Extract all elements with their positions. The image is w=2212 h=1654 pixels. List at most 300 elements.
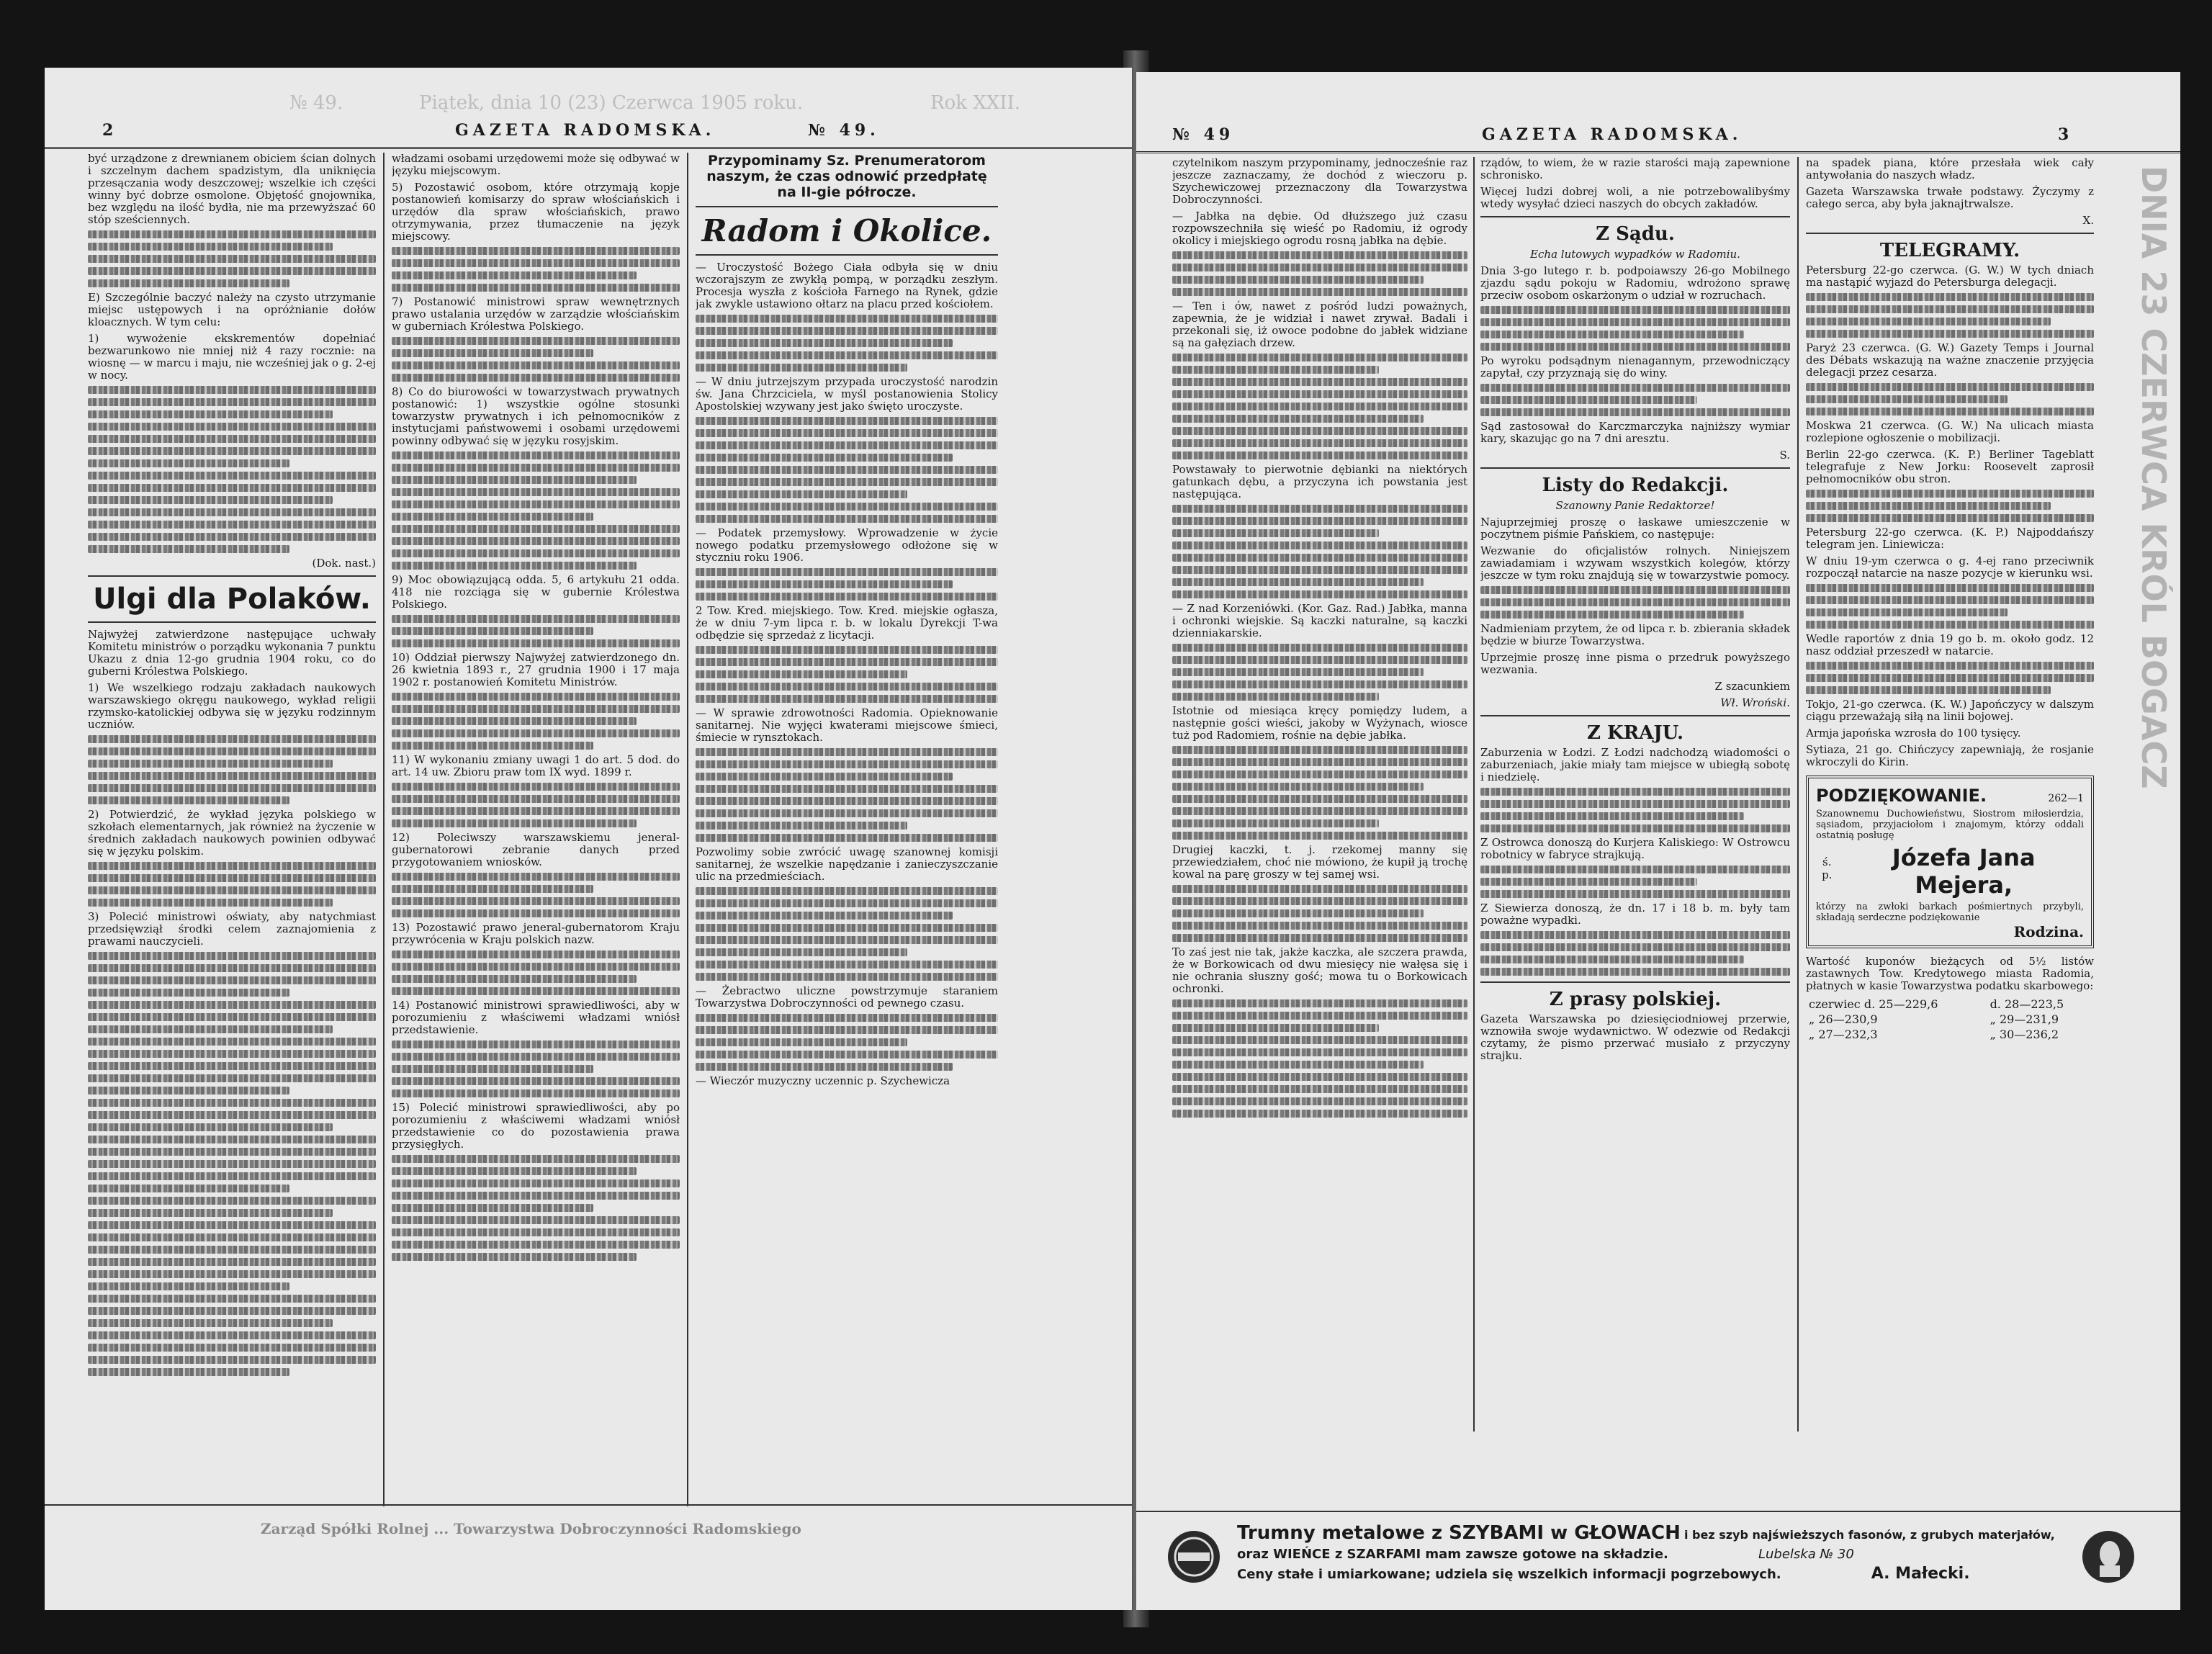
illegible-text-line [392, 1179, 680, 1187]
illegible-text-line [1806, 621, 2094, 629]
illegible-text-line [1172, 897, 1467, 905]
illegible-text-line [1172, 922, 1467, 930]
left-column-3 [696, 153, 998, 1521]
table-row [1806, 1027, 2094, 1042]
illegible-text-line [1480, 306, 1790, 314]
table-cell: „ 30—236,2 [1990, 1028, 2059, 1041]
illegible-text-line [1480, 611, 1744, 619]
telegram: W dniu 19-ym czerwca o g. 4-ej rano przeciwnik rozpoczął natarcie na nasze pozycje w kierunku wsi. [1806, 554, 2094, 580]
article-paragraph: Gazeta Warszawska trwałe podstawy. Życzymy z całego serca, aby była jaknajtrwalsze. [1806, 185, 2094, 210]
illegible-text-line [392, 1167, 637, 1175]
illegible-text-line [88, 243, 333, 251]
left-page [45, 68, 1132, 1610]
illegible-text-line [1172, 554, 1467, 562]
illegible-text-line [1172, 541, 1467, 549]
illegible-text-line [1806, 305, 2094, 313]
illegible-text-line [1172, 566, 1467, 574]
telegram: Paryż 23 czerwca. (G. W.) Gazety Temps i Journal des Débats wskazują na ważne znaczenie przyjęcia delegacji przez cesarza. [1806, 341, 2094, 379]
right-column-2 [1480, 157, 1790, 1431]
article-paragraph: 2) Potwierdzić, że wykład języka polskiego w szkołach elementarnych, jak również na życzenie w średnich zakładach naukowych powinien odbywać się w języku polskim. [88, 808, 376, 858]
illegible-text-line [696, 315, 998, 323]
illegible-text-line [696, 503, 998, 511]
illegible-text-line [88, 267, 376, 275]
continued-note: (Dok. nast.) [312, 557, 376, 570]
illegible-text-line [696, 593, 998, 601]
illegible-text-line [1480, 968, 1790, 976]
article-paragraph: — Jabłka na dębie. Od dłuższego już czasu rozpowszechniła się wieść po Radomiu, iż ogrody okolicy i miejskiego ogrodu rosną jabłka na dębie. [1172, 210, 1467, 247]
page-number: 2 [102, 121, 118, 140]
illegible-text-line [1172, 505, 1467, 513]
portrait-medallion-icon [2080, 1528, 2137, 1586]
illegible-text-line [1480, 931, 1790, 939]
illegible-text-line [88, 784, 376, 792]
footer-ghost-text: Zarząd Spółki Rolnej ... Towarzystwa Dobroczynności Radomskiego [261, 1520, 801, 1537]
article-paragraph: 2 Tow. Kred. miejskiego. Tow. Kred. miejskie ogłasza, że w dniu 7-ym lipca r. b. w lokalu Dyrekcji T-wa odbędzie się sprzedaż z licytacji. [696, 604, 998, 642]
illegible-text-line [392, 975, 637, 983]
deceased-prefix: ś. p. [1822, 855, 1833, 881]
thanks-heading: PODZIĘKOWANIE. [1816, 786, 1987, 806]
article-paragraph: Zaburzenia w Łodzi. Z Łodzi nadchodzą wiadomości o zaburzeniach, jakie miały tam miejsce w ubiegłą sobotę i niedzielę. [1480, 746, 1790, 783]
illegible-text-line [392, 742, 593, 750]
article-paragraph: — W dniu jutrzejszym przypada uroczystość narodzin św. Jana Chrzciciela, w myśl postanowienia Stolicy Apostolskiej wzywany jest jako święto uroczyste. [696, 375, 998, 413]
illegible-text-line [392, 284, 680, 292]
illegible-text-line [88, 459, 289, 467]
telegram: Wedle raportów z dnia 19 go b. m. około godz. 12 nasz oddział przeszedł w natarcie. [1806, 632, 2094, 657]
illegible-text-line [392, 500, 680, 508]
illegible-text-line [392, 374, 680, 382]
illegible-text-line [88, 1050, 376, 1058]
illegible-text-line [1172, 693, 1379, 701]
illegible-text-line [392, 1204, 593, 1212]
illegible-text-line [696, 568, 998, 576]
illegible-text-line [88, 886, 376, 894]
illegible-text-line [392, 639, 680, 647]
illegible-text-line [1480, 343, 1790, 351]
illegible-text-line [1172, 1085, 1467, 1093]
illegible-text-line [1172, 832, 1467, 840]
illegible-text-line [1806, 383, 2094, 391]
column-rule [383, 153, 385, 1506]
illegible-text-line [696, 973, 998, 981]
article-paragraph: 10) Oddział pierwszy Najwyżej zatwierdzonego dn. 26 kwietnia 1893 r., 27 grudnia 1900 i 17 maja 1902 r. postanowień Komitetu Ministrów. [392, 651, 680, 688]
left-column-1 [88, 153, 376, 1521]
illegible-text-line [392, 873, 680, 881]
thanks-text-2: którzy na zwłoki barkach pośmiertnych przybyli, składają serdeczne podziękowanie [1816, 902, 2084, 923]
ad-headline: Trumny metalowe z SZYBAMI w GŁOWACH [1237, 1522, 1681, 1544]
illegible-text-line [1172, 451, 1467, 459]
thanks-text: Szanownemu Duchowieństwu, Siostrom miłosierdzia, sąsiadom, przyjaciołom i znajomym, którzy oddali ostatnią posługę [1816, 809, 2084, 841]
table-cell: czerwiec d. 25—229,6 [1809, 997, 1938, 1011]
illegible-text-line [696, 580, 953, 588]
illegible-text-line [1172, 427, 1467, 435]
illegible-text-line [88, 964, 376, 972]
illegible-text-line [88, 1013, 376, 1021]
article-paragraph: — Podatek przemysłowy. Wprowadzenie w życie nowego podatku przemysłowego odłożone się w styczniu roku 1906. [696, 526, 998, 564]
illegible-text-line [392, 476, 637, 484]
illegible-text-line [88, 1099, 376, 1107]
illegible-text-line [392, 451, 680, 459]
illegible-text-line [1172, 1036, 1467, 1044]
illegible-text-line [88, 230, 376, 238]
article-paragraph: rządów, to wiem, że w razie starości mają zapewnione schronisko. [1480, 157, 1790, 181]
illegible-text-line [88, 772, 376, 780]
illegible-text-line [88, 899, 333, 907]
issue-number: № 49 [1172, 125, 1235, 144]
illegible-text-line [1172, 680, 1467, 688]
illegible-text-line [392, 1065, 593, 1073]
illegible-text-line [1480, 890, 1790, 898]
illegible-text-line [696, 936, 998, 944]
illegible-text-line [392, 897, 680, 905]
illegible-text-line [88, 796, 289, 804]
illegible-text-line [696, 515, 998, 523]
article-paragraph: Dnia 3-go lutego r. b. podpoiawszy 26-go Mobilnego zjazdu sądu pokoju w Radomiu, wdrożono sprawę przeciw osobom oskarżonym o udział w rozruchach. [1480, 264, 1790, 302]
illegible-text-line [392, 963, 680, 971]
article-paragraph: Gazeta Warszawska po dziesięciodniowej przerwie, wznowiła swoje wydawnictwo. W odezwie od Redakcji czytamy, że pismo przerwać musiało z przyczyny strajku. [1480, 1012, 1790, 1062]
ad-line-3: Ceny stałe i umiarkowane; udziela się wszelkich informacji pogrzebowych. [1237, 1567, 1781, 1582]
illegible-text-line [696, 961, 998, 968]
ad-line-2: oraz WIEŃCE z SZARFAMI mam zawsze gotowe na składzie. [1237, 1547, 1668, 1562]
illegible-text-line [696, 429, 998, 437]
illegible-text-line [392, 615, 680, 623]
illegible-text-line [696, 695, 998, 703]
illegible-text-line [392, 1253, 637, 1261]
article-paragraph: 15) Polecić ministrowi sprawiedliwości, aby po porozumieniu z właściwemi władzami wniósł przedstawienie co do pozostawienia prawa przysięgłych. [392, 1101, 680, 1151]
illegible-text-line [1480, 384, 1790, 392]
article-paragraph: 8) Co do biurowości w towarzystwach prywatnych postanowić: 1) wszystkie ogólne stosunki towarzystw prywatnych i ich pełnomocników z instytucjami państwowemi i osobami urzędowemi powinny odbywać się w języku rosyjskim. [392, 385, 680, 447]
medal-icon [1165, 1528, 1223, 1586]
illegible-text-line [1172, 1048, 1467, 1056]
article-paragraph: 11) W wykonaniu zmiany uwagi 1 do art. 5 dod. do art. 14 uw. Zbioru praw tom IX wyd. 1899 r. [392, 753, 680, 778]
telegram: Sytiaza, 21 go. Chińczycy zapewniają, że rosjanie wkroczyli do Kirin. [1806, 743, 2094, 768]
article-heading: Z Sądu. [1596, 223, 1675, 245]
illegible-text-line [88, 1307, 376, 1315]
illegible-text-line [88, 1209, 333, 1217]
illegible-text-line [696, 351, 998, 359]
notice-code: 262—1 [2048, 793, 2084, 804]
illegible-text-line [88, 1025, 333, 1033]
family-signature: Rodzina. [2013, 923, 2084, 940]
illegible-text-line [88, 1038, 376, 1046]
illegible-text-line [392, 1041, 680, 1048]
table-cell: „ 27—232,3 [1809, 1028, 1878, 1041]
illegible-text-line [392, 337, 680, 345]
illegible-text-line [392, 537, 680, 545]
column-rule [687, 153, 688, 1506]
illegible-text-line [1172, 746, 1467, 754]
article-heading: Listy do Redakcji. [1542, 475, 1729, 496]
illegible-text-line [1172, 934, 1467, 942]
illegible-text-line [1172, 1061, 1424, 1069]
article-paragraph: Najuprzejmiej proszę o łaskawe umieszczenie w poczytnem piśmie Pańskiem, co następuje: [1480, 516, 1790, 541]
illegible-text-line [88, 279, 289, 287]
illegible-text-line [1172, 378, 1467, 386]
illegible-text-line [1806, 596, 2094, 604]
illegible-text-line [696, 683, 998, 691]
illegible-text-line [88, 1221, 376, 1229]
illegible-text-line [1172, 578, 1424, 586]
illegible-text-line [1480, 396, 1697, 404]
illegible-text-line [392, 987, 680, 995]
illegible-text-line [88, 760, 333, 768]
illegible-text-line [392, 807, 680, 815]
ghost-header-date: Piątek, dnia 10 (23) Czerwca 1905 roku. [419, 92, 804, 114]
illegible-text-line [88, 545, 289, 553]
table-cell: d. 28—223,5 [1990, 997, 2064, 1011]
illegible-text-line [1480, 331, 1744, 338]
illegible-text-line [1806, 293, 2094, 301]
article-subheading: Echa lutowych wypadków w Radomiu. [1530, 248, 1740, 261]
author-initial: X. [2082, 214, 2094, 227]
illegible-text-line [88, 533, 376, 541]
illegible-text-line [1806, 330, 2094, 338]
table-cell: „ 26—230,9 [1809, 1012, 1878, 1026]
illegible-text-line [1806, 608, 2008, 616]
illegible-text-line [696, 912, 953, 920]
illegible-text-line [392, 1089, 680, 1097]
illegible-text-line [392, 488, 680, 496]
illegible-text-line [696, 834, 998, 842]
illegible-text-line [88, 496, 333, 504]
illegible-text-line [88, 398, 376, 406]
article-paragraph: Z Ostrowca donoszą do Kurjera Kaliskiego: W Ostrowcu robotnicy w fabryce strajkują. [1480, 836, 1790, 861]
illegible-text-line [1172, 668, 1424, 676]
illegible-text-line [392, 1155, 680, 1163]
illegible-text-line [696, 339, 953, 347]
illegible-text-line [696, 797, 998, 805]
illegible-text-line [392, 1228, 680, 1236]
illegible-text-line [88, 1123, 333, 1131]
illegible-text-line [392, 1192, 680, 1200]
telegram: Moskwa 21 czerwca. (G. W.) Na ulicach miasta rozlepione ogłoszenie o mobilizacji. [1806, 419, 2094, 444]
author-initial: S. [1779, 449, 1790, 462]
article-paragraph: 14) Postanowić ministrowi sprawiedliwości, aby w porozumieniu z właściwemi władzami wniósł przedstawienie. [392, 999, 680, 1036]
illegible-text-line [392, 349, 593, 357]
illegible-text-line [1172, 795, 1467, 803]
illegible-text-line [392, 885, 593, 893]
illegible-text-line [1172, 885, 1467, 893]
illegible-text-line [696, 454, 953, 462]
illegible-text-line [392, 819, 637, 827]
article-paragraph: Istotnie od miesiąca kręcy pomiędzy ludem, a następnie gości wieści, jakoby w Wyżynach, wiosce tuż pod Radomiem, rośnie na dębie jabłka. [1172, 704, 1467, 742]
article-paragraph: Uprzejmie proszę inne pisma o przedruk powyższego wezwania. [1480, 651, 1790, 676]
article-paragraph: Więcej ludzi dobrej woli, a nie potrzebowalibyśmy wtedy wysyłać dzieci naszych do obcych zakładów. [1480, 185, 1790, 210]
illegible-text-line [392, 627, 593, 635]
article-paragraph: 12) Poleciwszy warszawskiemu jeneral-gubernatorowi zebranie danych przed przygotowaniem wniosków. [392, 831, 680, 868]
ad-signer: A. Małecki. [1871, 1565, 1970, 1583]
illegible-text-line [1806, 686, 2051, 694]
illegible-text-line [696, 417, 998, 425]
illegible-text-line [696, 670, 907, 678]
illegible-text-line [696, 924, 998, 932]
illegible-text-line [696, 364, 907, 372]
illegible-text-line [1172, 590, 1467, 598]
article-paragraph: być urządzone z drewnianem obiciem ścian dolnych i szczelnym dachem spadzistym, dla uniknięcia przesączania wody deszczowej; wszelkie ich części winny być dobrze osmolone. Objętość gnojownika, bez względu na ilość bydła, nie ma przewyższać 60 stóp sześciennych. [88, 153, 376, 226]
illegible-text-line [88, 1246, 376, 1254]
article-paragraph: 13) Pozostawić prawo jeneral-gubernatorom Kraju przywrócenia w Kraju polskich nazw. [392, 921, 680, 946]
subscription-notice: Przypominamy Sz. Prenumeratorom naszym, że czas odnowić przedpłatę na II-gie półrocze. [706, 153, 987, 200]
article-paragraph: 5) Pozostawić osobom, które otrzymają kopje postanowień komisarzy do spraw włościańskich i urzędów dla spraw włościańskich, prawo otrzymywania, przez tłumaczenie na język miejscowy. [392, 181, 680, 243]
letter-closing: Z szacunkiem [1714, 680, 1790, 693]
article-paragraph: 7) Postanowić ministrowi spraw wewnętrznych prawo ustalania urzędów w zarządzie włościańskim w guberniach Królestwa Polskiego. [392, 295, 680, 333]
issue-number: № 49. [808, 121, 880, 140]
article-paragraph: — Z nad Korzeniówki. (Kor. Gaz. Rad.) Jabłka, manna i ochronki wiejskie. Są kaczki naturalne, są kaczki dzienniakarskie. [1172, 602, 1467, 639]
illegible-text-line [88, 1331, 376, 1339]
illegible-text-line [696, 1063, 953, 1071]
illegible-text-line [1172, 644, 1467, 652]
illegible-text-line [88, 1319, 333, 1327]
illegible-text-line [696, 899, 998, 907]
illegible-text-line [392, 693, 680, 701]
column-divider [88, 575, 376, 577]
telegram: Berlin 22-go czerwca. (K. P.) Berliner Tageblatt telegrafuje z New Jorku: Roosevelt zaprosił pełnomocników obu stron. [1806, 448, 2094, 485]
illegible-text-line [392, 247, 680, 255]
illegible-text-line [696, 1026, 998, 1034]
illegible-text-line [1480, 943, 1790, 951]
illegible-text-line [88, 1074, 376, 1082]
illegible-text-line [696, 773, 953, 781]
thanks-notice [1806, 776, 2094, 948]
article-paragraph: — W sprawie zdrowotności Radomia. Opieknowanie sanitarnej. Nie wyjęci kwaterami miejscowe śmieci, śmiecie w rynsztokach. [696, 706, 998, 744]
illegible-text-line [1172, 656, 1467, 664]
illegible-text-line [1806, 514, 2094, 522]
table-cell: „ 29—231,9 [1990, 1012, 2059, 1026]
illegible-text-line [1480, 824, 1790, 832]
article-paragraph: — Wieczór muzyczny uczennic p. Szychewicza [696, 1074, 950, 1087]
article-heading: Z prasy polskiej. [1549, 989, 1722, 1010]
illegible-text-line [696, 441, 998, 449]
illegible-text-line [1480, 318, 1790, 326]
telegram: Armja japońska wzrosła do 100 tysięcy. [1806, 727, 2021, 740]
illegible-text-line [392, 549, 680, 557]
illegible-text-line [88, 1148, 376, 1156]
coupon-notice: Wartość kuponów bieżących od 5½ listów zastawnych Tow. Kredytowego miasta Radomia, płatnych w kasie Towarzystwa podatku skarbowego: [1806, 955, 2094, 992]
illegible-text-line [392, 783, 680, 791]
illegible-text-line [1480, 866, 1790, 873]
article-paragraph: 9) Moc obowiązującą odda. 5, 6 artykułu 21 odda. 418 nie rozciąga się w gubernie Królestwa Polskiego. [392, 573, 680, 611]
article-paragraph: Sąd zastosował do Karczmarczyka najniższy wymiar kary, skazując go na 7 dni aresztu. [1480, 420, 1790, 445]
article-paragraph: Pozwolimy sobie zwrócić uwagę szanownej komisji sanitarnej, że wszelkie napędzanie i zanieczyszczanie ulic na przedmieściach. [696, 845, 998, 883]
illegible-text-line [392, 1053, 680, 1061]
illegible-text-line [88, 735, 376, 743]
article-paragraph: Nadmieniam przytem, że od lipca r. b. zbierania składek będzie w biurze Towarzystwa. [1480, 622, 1790, 647]
illegible-text-line [1806, 395, 2008, 403]
illegible-text-line [1172, 909, 1424, 917]
newspaper-title: GAZETA RADOMSKA. [455, 121, 716, 140]
article-paragraph: — Ten i ów, nawet z pośród ludzi poważnych, zapewnia, że je widział i nawet zrywał. Badali i przekonali się, iż owoce podobne do jabłek widziane są na gałęziach drzew. [1172, 300, 1467, 349]
right-page [1136, 72, 2180, 1610]
article-paragraph: Powstawały to pierwotnie dębianki na niektórych gatunkach dębu, a przyczyna ich powstania jest następująca. [1172, 463, 1467, 500]
illegible-text-line [88, 976, 376, 984]
column-divider [1480, 216, 1790, 217]
article-paragraph: 1) wywożenie ekskrementów dopełniać bezwarunkowo nie mniej niż 4 razy rocznie: na wiosnę — w marcu i maju, nie wcześniej jak o g. 2-ej w nocy. [88, 332, 376, 382]
newspaper-title: GAZETA RADOMSKA. [1482, 125, 1743, 144]
column-divider [1480, 715, 1790, 716]
illegible-text-line [392, 259, 680, 267]
left-footer-ghost [45, 1504, 1132, 1592]
illegible-text-line [696, 466, 998, 474]
illegible-text-line [88, 521, 376, 529]
article-heading: Ulgi dla Polaków. [93, 583, 371, 616]
illegible-text-line [696, 822, 907, 830]
illegible-text-line [1172, 403, 1467, 410]
article-paragraph: Drugiej kaczki, t. j. rzekomej manny się przewiedziałem, choć nie mówiono, że kupił ją trochę kowal na parę groszy w tej samej wsi. [1172, 843, 1467, 881]
illegible-text-line [1172, 439, 1467, 447]
illegible-text-line [1172, 1097, 1467, 1105]
illegible-text-line [696, 760, 998, 768]
illegible-text-line [1480, 598, 1790, 606]
telegram: Tokjo, 21-go czerwca. (K. W.) Japończycy w dalszym ciągu przeważają siłą na linii bojowej. [1806, 698, 2094, 723]
illegible-text-line [1480, 956, 1744, 963]
illegible-text-line [88, 435, 376, 443]
illegible-text-line [1172, 1024, 1379, 1032]
illegible-text-line [88, 1172, 376, 1180]
illegible-text-line [1172, 276, 1424, 284]
ad-address: Lubelska № 30 [1758, 1547, 1854, 1562]
illegible-text-line [392, 464, 680, 472]
illegible-text-line [88, 386, 376, 394]
illegible-text-line [696, 478, 998, 486]
column-divider [1806, 233, 2094, 234]
illegible-text-line [88, 1185, 289, 1192]
column-divider [88, 621, 376, 623]
article-paragraph: władzami osobami urzędowemi może się odbywać w języku miejscowym. [392, 153, 680, 177]
ad-headline-suffix: i bez szyb najświeższych fasonów, z grubych materjałów, [1683, 1528, 2055, 1542]
table-row [1806, 1012, 2094, 1027]
ghost-header-number: № 49. [289, 92, 343, 114]
article-paragraph: — Żebractwo uliczne powstrzymuje staraniem Towarzystwa Dobroczynności od pewnego czasu. [696, 984, 998, 1010]
illegible-text-line [88, 1087, 289, 1095]
illegible-text-line [1806, 584, 2094, 592]
illegible-text-line [1172, 251, 1467, 259]
right-page-header [1136, 125, 2180, 153]
illegible-text-line [1172, 366, 1379, 374]
illegible-text-line [88, 1160, 376, 1168]
illegible-text-line [1172, 517, 1467, 525]
illegible-text-line [1480, 800, 1790, 808]
illegible-text-line [1480, 408, 1790, 416]
right-column-1 [1172, 157, 1467, 1431]
left-column-2 [392, 153, 680, 1521]
illegible-text-line [392, 909, 680, 917]
right-column-3 [1806, 157, 2094, 1431]
illegible-text-line [696, 646, 998, 654]
illegible-text-line [1806, 490, 2094, 498]
illegible-text-line [392, 705, 680, 713]
illegible-text-line [88, 1282, 289, 1290]
illegible-text-line [1172, 770, 1467, 778]
illegible-text-line [1172, 354, 1467, 361]
illegible-text-line [696, 948, 907, 956]
illegible-text-line [696, 809, 998, 817]
illegible-text-line [1806, 674, 2094, 682]
letter-signer: Wł. Wroński. [1720, 696, 1790, 709]
article-paragraph: czytelnikom naszym przypominamy, jednocześnie raz jeszcze zaznaczamy, że dochód z wieczoru p. Szychewiczowej przeznaczony dla Towarzystwa Dobroczynności. [1172, 157, 1467, 206]
illegible-text-line [696, 1014, 998, 1022]
illegible-text-line [88, 508, 376, 516]
article-paragraph: — Uroczystość Bożego Ciała odbyła się w dniu wczorajszym ze zwykłą pompą, w porządku zeszłym. Procesja wyszła z kościoła Farnego na Rynek, gdzie jak zwykle ustawiono ołtarz na placu przed kościołem. [696, 261, 998, 310]
article-paragraph: Z Siewierza donoszą, że dn. 17 i 18 b. m. były tam poważne wypadki. [1480, 902, 1790, 927]
illegible-text-line [88, 1258, 376, 1266]
column-rule [1797, 157, 1799, 1431]
illegible-text-line [1172, 1012, 1467, 1020]
page-number: 3 [2058, 125, 2074, 144]
illegible-text-line [696, 327, 998, 335]
article-heading: Z KRAJU. [1586, 722, 1684, 744]
deceased-name: Józefa Jana Mejera, [1892, 844, 2036, 899]
illegible-text-line [88, 1136, 376, 1143]
article-heading: Radom i Okolice. [701, 213, 992, 248]
